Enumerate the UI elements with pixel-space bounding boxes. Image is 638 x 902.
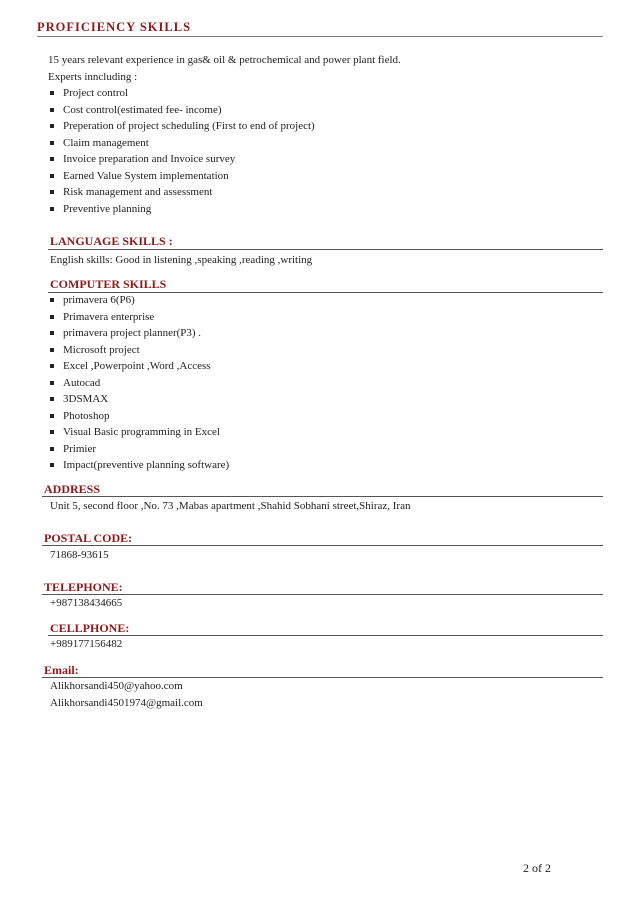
list-item: Claim management [48,135,315,152]
section-rule-proficiency [37,36,603,37]
list-item: Microsoft project [48,342,229,359]
language-skills-text: English skills: Good in listening ,speaking ,reading ,writing [50,254,313,266]
list-item: Cost control(estimated fee- income) [48,102,315,119]
experts-label: Experts inncluding : [48,71,138,83]
cellphone-value: +989177156482 [50,638,123,650]
list-item: Earned Value System implementation [48,168,315,185]
list-item: Invoice preparation and Invoice survey [48,151,315,168]
section-heading-address: ADDRESS [44,482,101,496]
list-item: Primavera enterprise [48,309,229,326]
list-item: Preperation of project scheduling (First to end of project) [48,118,315,135]
section-heading-cellphone: CELLPHONE: [50,621,130,635]
list-item: Autocad [48,375,229,392]
page-number: 2 of 2 [523,861,551,875]
section-rule-address [42,496,603,497]
section-rule-postal [42,545,603,546]
list-item: Preventive planning [48,201,315,218]
telephone-value: +987138434665 [50,597,123,609]
postal-code-value: 71868-93615 [50,549,109,561]
list-item: 3DSMAX [48,391,229,408]
section-heading-computer: COMPUTER SKILLS [50,277,167,291]
list-item: Visual Basic programming in Excel [48,424,229,441]
email-yahoo[interactable]: Alikhorsandi450@yahoo.com [50,680,183,692]
list-item: Primier [48,441,229,458]
section-heading-telephone: TELEPHONE: [44,580,123,594]
list-item: primavera 6(P6) [48,292,229,309]
list-item: primavera project planner(P3) . [48,325,229,342]
section-heading-language: LANGUAGE SKILLS : [50,234,173,248]
computer-skills-list [48,292,229,474]
address-text: Unit 5, second floor ,No. 73 ,Mabas apartment ,Shahid Sobhani street,Shiraz, Iran [50,500,411,512]
section-heading-email: Email: [44,663,79,677]
list-item: Risk management and assessment [48,184,315,201]
experience-summary: 15 years relevant experience in gas& oil & petrochemical and power plant field. [48,54,401,66]
section-rule-language [48,249,603,250]
section-heading-proficiency: PROFICIENCY SKILLS [37,20,192,34]
section-rule-telephone [42,594,603,595]
list-item: Project control [48,85,315,102]
list-item: Impact(preventive planning software) [48,457,229,474]
proficiency-list [48,85,315,217]
section-heading-postal: POSTAL CODE: [44,531,133,545]
email-gmail[interactable]: Alikhorsandi4501974@gmail.com [50,697,203,709]
list-item: Excel ,Powerpoint ,Word ,Access [48,358,229,375]
list-item: Photoshop [48,408,229,425]
section-rule-cellphone [48,635,603,636]
